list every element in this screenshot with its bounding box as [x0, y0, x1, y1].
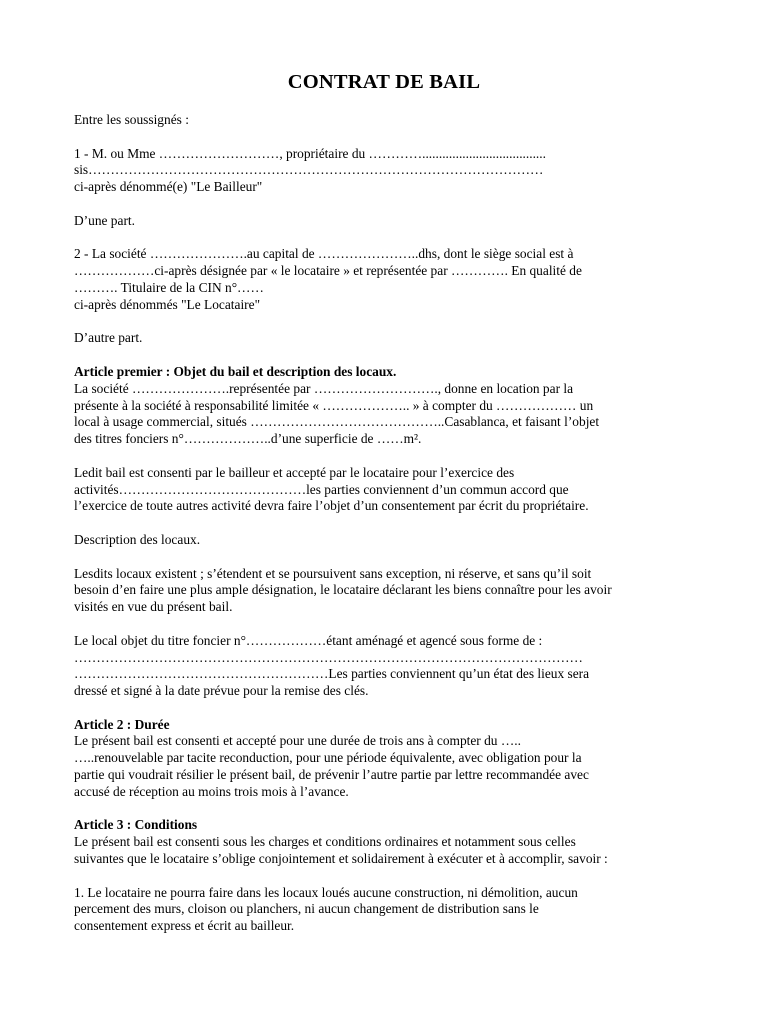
article-heading: Article 2 : Durée — [74, 716, 170, 732]
paragraph-gap — [74, 801, 698, 818]
text-line: La société ………………….représentée par ………………………., donne en location par la — [74, 380, 574, 396]
paragraph-gap — [74, 230, 698, 247]
text-line: Entre les soussignés : — [74, 112, 189, 127]
paragraph-gap — [74, 549, 698, 566]
paragraph-gap — [74, 700, 698, 717]
text-line: suivantes que le locataire s’oblige conjointement et solidairement à exécuter et à accomplir, savoir : — [74, 851, 608, 867]
text-line: visités en vue du présent bail. — [74, 599, 233, 615]
paragraph-gap — [74, 515, 698, 532]
paragraph-gap — [74, 129, 698, 146]
paragraph-gap — [74, 347, 698, 364]
text-line: 1. Le locataire ne pourra faire dans les locaux loués aucune construction, ni démolition, aucun — [74, 884, 578, 900]
text-line: l’exercice de toute autres activité devra faire l’objet d’un consentement par écrit du propriétaire. — [74, 498, 589, 514]
text-line: des titres fonciers n°………………..d’une superficie de ……m². — [74, 431, 422, 447]
text-line: …………………………………………………………………………………………………… — [74, 649, 583, 665]
article-heading: Article 3 : Conditions — [74, 817, 198, 833]
text-line: partie qui voudrait résilier le présent bail, de prévenir l’autre partie par lettre recommandée avec — [74, 767, 589, 783]
text-line: présente à la société à responsabilité limitée « ……………….. » à compter du ……………… un — [74, 397, 594, 413]
text-line: sis………………………………………………………………………………………… — [74, 162, 544, 178]
text-line: dressé et signé à la date prévue pour la remise des clés. — [74, 683, 369, 699]
text-line: Ledit bail est consenti par le bailleur et accepté par le locataire pour l’exercice des — [74, 464, 515, 480]
text-line: accusé de réception au moins trois mois à l’avance. — [74, 783, 349, 799]
text-line: percement des murs, cloison ou planchers, ni aucun changement de distribution sans le — [74, 901, 539, 917]
text-line: Lesdits locaux existent ; s’étendent et se poursuivent sans exception, ni réserve, et sans qu’il soit — [74, 565, 592, 581]
text-line: ………………ci-après désignée par « le locataire » et représentée par …………. En qualité de — [74, 263, 582, 279]
paragraph-gap — [74, 448, 698, 465]
text-line: activités……………………………………les parties conviennent d’un commun accord que — [74, 481, 569, 497]
text-line: D’une part. — [74, 212, 135, 228]
text-line: consentement express et écrit au bailleur. — [74, 918, 295, 934]
text-line: Le local objet du titre foncier n°………………étant aménagé et agencé sous forme de : — [74, 632, 543, 648]
document-title: CONTRAT DE BAIL — [287, 71, 481, 93]
text-line: Le présent bail est consenti et accepté pour une durée de trois ans à compter du ….. — [74, 733, 521, 749]
text-line: ………. Titulaire de la CIN n°…… — [74, 279, 264, 295]
document-body — [74, 112, 698, 935]
text-line: Le présent bail est consenti sous les charges et conditions ordinaires et notamment sous celles — [74, 834, 576, 850]
paragraph-gap — [74, 314, 698, 331]
text-line: …………………………………………………Les parties conviennent qu’un état des lieux sera — [74, 666, 590, 682]
paragraph-gap — [74, 616, 698, 633]
text-line: besoin d’en faire une plus ample désignation, le locataire déclarant les biens connaître pour les avoir — [74, 582, 612, 598]
text-line: 1 - M. ou Mme ………………………, propriétaire du …………..................................... — [74, 145, 546, 161]
text-line: D’autre part. — [74, 330, 143, 346]
article-heading: Article premier : Objet du bail et description des locaux. — [74, 363, 397, 379]
text-line: ci-après dénommés "Le Locataire" — [74, 296, 261, 312]
text-line: Description des locaux. — [74, 531, 201, 547]
text-line: ci-après dénommé(e) "Le Bailleur" — [74, 179, 263, 195]
paragraph-gap — [74, 868, 698, 885]
text-line: local à usage commercial, situés ……………………………………..Casablanca, et faisant l’objet — [74, 414, 600, 430]
paragraph-gap — [74, 196, 698, 213]
text-line: …..renouvelable par tacite reconduction, pour une période équivalente, avec obligation pour la — [74, 750, 582, 766]
text-line: 2 - La société ………………….au capital de …………………..dhs, dont le siège social est à — [74, 246, 574, 262]
